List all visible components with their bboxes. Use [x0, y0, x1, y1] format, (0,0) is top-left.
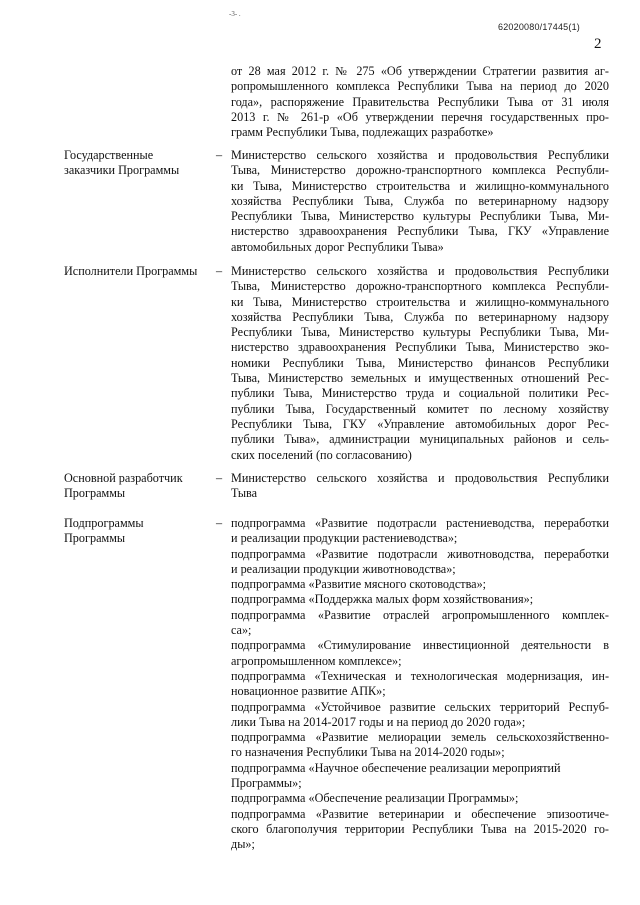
subprogram-item	[231, 730, 609, 761]
subprogram-line: го назначения Республики Тыва на 2014-2020 годы»;	[231, 745, 505, 760]
subprogram-item	[231, 592, 609, 607]
subprogram-line: лики Тыва на 2014-2017 годы и на период до 2020 года»;	[231, 714, 526, 729]
value-line: Тыва	[231, 486, 258, 501]
value-line: нистерство здравоохранения Республики Тыва, ГКУ «Управление	[231, 224, 609, 239]
value-line: Тыва, Министерство земельных и имущественных отношений Рес-	[231, 371, 609, 386]
value-subprograms	[231, 516, 609, 853]
value-line: автомобильных дорог Республики Тыва»	[231, 239, 444, 254]
subprogram-line: и реализации продукции растениеводства»;	[231, 531, 458, 546]
label-executors	[64, 264, 212, 279]
subprogram-item	[231, 761, 609, 792]
value-line: хозяйства Республики Тыва, Служба по ветеринарному надзору	[231, 193, 609, 208]
label-subprograms	[64, 516, 212, 547]
subprogram-item	[231, 577, 609, 592]
subprogram-line: подпрограмма «Развитие ветеринарии и обеспечение эпизоотиче-	[231, 806, 609, 821]
subprogram-item	[231, 547, 609, 578]
subprogram-line: новационное развитие АПК»;	[231, 684, 386, 699]
subprogram-item	[231, 807, 609, 853]
section-dash: –	[216, 471, 223, 485]
subprogram-item	[231, 791, 609, 806]
value-line: нистерство здравоохранения Республики Тыва, Министерство эко-	[231, 340, 609, 355]
value-line: хозяйства Республики Тыва, Служба по ветеринарному надзору	[231, 309, 609, 324]
subprogram-line: подпрограмма «Устойчивое развитие сельских территорий Респуб-	[231, 699, 609, 714]
value-line: Тыва, Министерство дорожно-транспортного комплекса Республи-	[231, 279, 609, 294]
intro-line: года», распоряжение Правительства Республики Тыва от 31 июля	[231, 94, 609, 109]
intro-line: 2013 г. № 261-р «Об утверждении перечня государственных про-	[231, 109, 609, 124]
value-executors	[231, 264, 609, 463]
value-line: номики Республики Тыва, Министерство финансов Республики	[231, 355, 609, 370]
section-dash: –	[216, 264, 223, 278]
label-line: Программы	[64, 486, 126, 501]
value-state-customers	[231, 148, 609, 255]
value-line: ки Тыва, Министерство строительства и жилищно-коммунального	[231, 178, 609, 193]
subprogram-line: подпрограмма «Обеспечение реализации Программы»;	[231, 791, 519, 806]
subprogram-line: ского благополучия территории Республики Тыва на 2015-2020 го-	[231, 821, 609, 836]
subprogram-line: подпрограмма «Развитие отраслей агропромышленного комплек-	[231, 607, 609, 622]
subprogram-line: Программы»;	[231, 776, 302, 791]
document-id: 62020080/17445(1)	[498, 22, 580, 32]
label-main-developer	[64, 471, 212, 502]
subprogram-line: подпрограмма «Развитие подотрасли растениеводства, переработки	[231, 516, 609, 530]
scan-mark: -3- .	[229, 10, 241, 18]
value-line: Республики Тыва, ГКУ «Управление автомобильных дорог Рес-	[231, 416, 609, 431]
label-line: Исполнители Программы	[64, 264, 198, 278]
intro-line: ропромышленного комплекса Республики Тыва на период до 2020	[231, 79, 609, 94]
value-line: Министерство сельского хозяйства и продовольствия Республики	[231, 148, 609, 162]
section-dash: –	[216, 516, 223, 530]
subprogram-line: подпрограмма «Поддержка малых форм хозяйствования»;	[231, 592, 534, 607]
value-line: ки Тыва, Министерство строительства и жилищно-коммунального	[231, 294, 609, 309]
value-line: Министерство сельского хозяйства и продовольствия Республики	[231, 264, 609, 278]
subprogram-item	[231, 516, 609, 547]
value-line: Республики Тыва, Министерство культуры Республики Тыва, Ми-	[231, 325, 609, 340]
subprogram-line: агропромышленном комплексе»;	[231, 653, 402, 668]
label-line: Основной разработчик	[64, 471, 183, 485]
value-line: публики Тыва», администрации муниципальных районов и сель-	[231, 432, 609, 447]
subprogram-item	[231, 700, 609, 731]
subprogram-line: подпрограмма «Развитие подотрасли животноводства, переработки	[231, 546, 609, 561]
value-line: Министерство сельского хозяйства и продовольствия Республики	[231, 471, 609, 485]
subprogram-line: подпрограмма «Развитие мелиорации земель сельскохозяйственно-	[231, 730, 609, 745]
subprogram-line: ды»;	[231, 837, 255, 852]
subprogram-line: са»;	[231, 623, 252, 638]
label-line: заказчики Программы	[64, 163, 180, 178]
section-dash: –	[216, 148, 223, 162]
subprogram-item	[231, 669, 609, 700]
label-line: Государственные	[64, 148, 154, 162]
label-line: Программы	[64, 531, 126, 546]
intro-paragraph	[231, 64, 609, 140]
subprogram-line: и реализации продукции животноводства»;	[231, 561, 456, 576]
subprogram-line: подпрограмма «Техническая и технологическая модернизация, ин-	[231, 668, 609, 683]
subprogram-item	[231, 638, 609, 669]
page-number: 2	[594, 36, 602, 52]
subprogram-line: подпрограмма «Развитие мясного скотоводства»;	[231, 577, 487, 592]
subprogram-item	[231, 608, 609, 639]
label-line: Подпрограммы	[64, 516, 144, 530]
value-line: Тыва, Министерство дорожно-транспортного комплекса Республи-	[231, 163, 609, 178]
subprogram-line: подпрограмма «Научное обеспечение реализации мероприятий	[231, 760, 561, 775]
value-line: публики Тыва, Государственный комитет по лесному хозяйству	[231, 401, 609, 416]
value-line: публики Тыва, Министерство труда и социальной политики Рес-	[231, 386, 609, 401]
value-line: Республики Тыва, Министерство культуры Республики Тыва, Ми-	[231, 209, 609, 224]
intro-line: грамм Республики Тыва, подлежащих разработке»	[231, 125, 494, 140]
value-line: ских поселений (по согласованию)	[231, 447, 412, 462]
subprogram-line: подпрограмма «Стимулирование инвестиционной деятельности в	[231, 638, 609, 653]
intro-line: от 28 мая 2012 г. № 275 «Об утверждении Стратегии развития аг-	[231, 64, 609, 78]
label-state-customers	[64, 148, 212, 179]
value-main-developer	[231, 471, 609, 502]
